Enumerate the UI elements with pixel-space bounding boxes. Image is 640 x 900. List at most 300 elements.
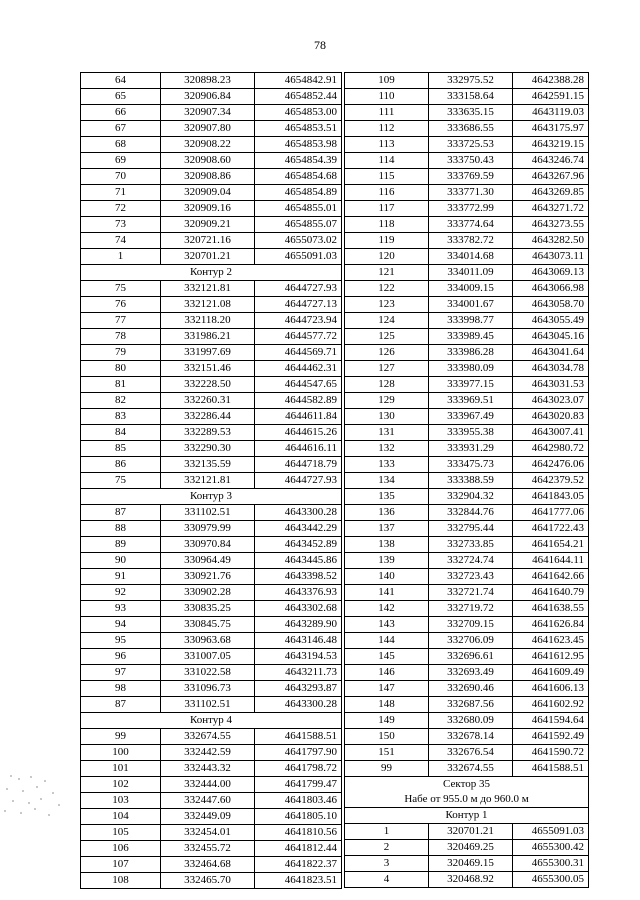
point-number: 76 xyxy=(81,297,161,313)
table-row xyxy=(345,617,589,633)
coord-y: 4643055.49 xyxy=(513,313,589,329)
coord-x: 332455.72 xyxy=(161,841,255,857)
table-row xyxy=(81,809,342,825)
point-number: 99 xyxy=(81,729,161,745)
coord-x: 330835.25 xyxy=(161,601,255,617)
coord-x: 330970.84 xyxy=(161,537,255,553)
point-number: 134 xyxy=(345,473,429,489)
point-number: 118 xyxy=(345,217,429,233)
table-row xyxy=(81,233,342,249)
table-row xyxy=(81,601,342,617)
coord-y: 4644723.94 xyxy=(255,313,342,329)
coord-x: 331096.73 xyxy=(161,681,255,697)
coord-y: 4643069.13 xyxy=(513,265,589,281)
coord-x: 332121.81 xyxy=(161,281,255,297)
table-row xyxy=(345,872,589,888)
coord-x: 332286.44 xyxy=(161,409,255,425)
point-number: 148 xyxy=(345,697,429,713)
coord-y: 4641654.21 xyxy=(513,537,589,553)
coord-y: 4643300.28 xyxy=(255,697,342,713)
table-row xyxy=(81,505,342,521)
point-number: 127 xyxy=(345,361,429,377)
point-number: 103 xyxy=(81,793,161,809)
point-number: 149 xyxy=(345,713,429,729)
point-number: 101 xyxy=(81,761,161,777)
coord-y: 4643219.15 xyxy=(513,137,589,153)
coord-y: 4654853.98 xyxy=(255,137,342,153)
table-row xyxy=(81,377,342,393)
coord-y: 4641602.92 xyxy=(513,697,589,713)
table-row xyxy=(345,121,589,137)
point-number: 97 xyxy=(81,665,161,681)
point-number: 112 xyxy=(345,121,429,137)
coord-x: 332795.44 xyxy=(429,521,513,537)
point-number: 79 xyxy=(81,345,161,361)
table-row xyxy=(345,537,589,553)
coord-y: 4644611.84 xyxy=(255,409,342,425)
point-number: 99 xyxy=(345,761,429,777)
point-number: 96 xyxy=(81,649,161,665)
coord-x: 334001.67 xyxy=(429,297,513,313)
coord-x: 333774.64 xyxy=(429,217,513,233)
point-number: 82 xyxy=(81,393,161,409)
coord-x: 332442.59 xyxy=(161,745,255,761)
coord-y: 4643300.28 xyxy=(255,505,342,521)
table-row xyxy=(345,313,589,329)
coord-y: 4643302.68 xyxy=(255,601,342,617)
coord-x: 332975.52 xyxy=(429,73,513,89)
coord-x: 333769.59 xyxy=(429,169,513,185)
table-row xyxy=(345,137,589,153)
point-number: 129 xyxy=(345,393,429,409)
coord-x: 333986.28 xyxy=(429,345,513,361)
table-row xyxy=(345,185,589,201)
coord-x: 332678.14 xyxy=(429,729,513,745)
point-number: 130 xyxy=(345,409,429,425)
coord-x: 331007.05 xyxy=(161,649,255,665)
coord-x: 333158.64 xyxy=(429,89,513,105)
point-number: 106 xyxy=(81,841,161,857)
point-number: 2 xyxy=(345,840,429,856)
coord-y: 4644727.13 xyxy=(255,297,342,313)
coord-y: 4644727.93 xyxy=(255,281,342,297)
table-row xyxy=(345,249,589,265)
coord-y: 4641722.43 xyxy=(513,521,589,537)
coord-x: 320721.16 xyxy=(161,233,255,249)
coord-y: 4654855.07 xyxy=(255,217,342,233)
point-number: 105 xyxy=(81,825,161,841)
table-row xyxy=(81,217,342,233)
coord-y: 4655300.42 xyxy=(513,840,589,856)
coord-y: 4641609.49 xyxy=(513,665,589,681)
table-row xyxy=(345,425,589,441)
point-number: 83 xyxy=(81,409,161,425)
point-number: 113 xyxy=(345,137,429,153)
table-row xyxy=(345,521,589,537)
coord-y: 4641805.10 xyxy=(255,809,342,825)
table-row xyxy=(81,665,342,681)
coord-y: 4643034.78 xyxy=(513,361,589,377)
point-number: 150 xyxy=(345,729,429,745)
coord-x: 332844.76 xyxy=(429,505,513,521)
point-number: 133 xyxy=(345,457,429,473)
coord-y: 4641822.37 xyxy=(255,857,342,873)
coord-y: 4643031.53 xyxy=(513,377,589,393)
point-number: 1 xyxy=(81,249,161,265)
table-row xyxy=(81,425,342,441)
coord-x: 333772.99 xyxy=(429,201,513,217)
coord-x: 320701.21 xyxy=(429,824,513,840)
sector-subtitle-row xyxy=(345,792,589,808)
coord-y: 4654854.39 xyxy=(255,153,342,169)
table-row xyxy=(345,329,589,345)
coord-x: 332696.61 xyxy=(429,649,513,665)
coord-x: 332693.49 xyxy=(429,665,513,681)
table-row xyxy=(345,633,589,649)
table-row xyxy=(345,345,589,361)
contour-header-row xyxy=(345,808,589,824)
table-row xyxy=(81,297,342,313)
point-number: 98 xyxy=(81,681,161,697)
coordinates-table-left xyxy=(80,72,342,889)
coord-x: 332121.81 xyxy=(161,473,255,489)
coord-y: 4641843.05 xyxy=(513,489,589,505)
coord-x: 332454.01 xyxy=(161,825,255,841)
coord-x: 330979.99 xyxy=(161,521,255,537)
coord-y: 4654855.01 xyxy=(255,201,342,217)
table-row xyxy=(81,729,342,745)
coord-x: 320469.25 xyxy=(429,840,513,856)
point-number: 81 xyxy=(81,377,161,393)
point-number: 71 xyxy=(81,185,161,201)
table-row xyxy=(81,697,342,713)
table-row xyxy=(345,377,589,393)
coord-x: 333475.73 xyxy=(429,457,513,473)
table-row xyxy=(81,633,342,649)
coord-x: 332687.56 xyxy=(429,697,513,713)
table-row xyxy=(345,649,589,665)
table-row xyxy=(345,441,589,457)
coord-x: 332723.43 xyxy=(429,569,513,585)
coord-x: 320909.04 xyxy=(161,185,255,201)
coord-y: 4641803.46 xyxy=(255,793,342,809)
table-row xyxy=(345,169,589,185)
point-number: 92 xyxy=(81,585,161,601)
table-row xyxy=(81,681,342,697)
coord-y: 4643398.52 xyxy=(255,569,342,585)
point-number: 67 xyxy=(81,121,161,137)
table-row xyxy=(345,297,589,313)
table-row xyxy=(81,793,342,809)
coord-y: 4644582.89 xyxy=(255,393,342,409)
coord-x: 331102.51 xyxy=(161,505,255,521)
coord-x: 332721.74 xyxy=(429,585,513,601)
coord-x: 332121.08 xyxy=(161,297,255,313)
point-number: 141 xyxy=(345,585,429,601)
coord-y: 4642379.52 xyxy=(513,473,589,489)
point-number: 70 xyxy=(81,169,161,185)
point-number: 119 xyxy=(345,233,429,249)
point-number: 111 xyxy=(345,105,429,121)
coord-y: 4641798.72 xyxy=(255,761,342,777)
coord-x: 320907.80 xyxy=(161,121,255,137)
point-number: 122 xyxy=(345,281,429,297)
table-row xyxy=(81,585,342,601)
point-number: 147 xyxy=(345,681,429,697)
scan-noise-mark xyxy=(0,770,70,820)
point-number: 121 xyxy=(345,265,429,281)
coord-y: 4643007.41 xyxy=(513,425,589,441)
coord-y: 4643269.85 xyxy=(513,185,589,201)
coord-y: 4644615.26 xyxy=(255,425,342,441)
table-row xyxy=(81,345,342,361)
coord-x: 333686.55 xyxy=(429,121,513,137)
coord-x: 320907.34 xyxy=(161,105,255,121)
table-row xyxy=(345,745,589,761)
coord-x: 334014.68 xyxy=(429,249,513,265)
coord-y: 4643282.50 xyxy=(513,233,589,249)
coord-y: 4643273.55 xyxy=(513,217,589,233)
coord-y: 4643175.97 xyxy=(513,121,589,137)
coord-y: 4655300.05 xyxy=(513,872,589,888)
coord-y: 4642388.28 xyxy=(513,73,589,89)
table-row xyxy=(81,825,342,841)
coord-y: 4641644.11 xyxy=(513,553,589,569)
table-row xyxy=(81,121,342,137)
coord-y: 4643445.86 xyxy=(255,553,342,569)
point-number: 66 xyxy=(81,105,161,121)
coord-x: 320909.21 xyxy=(161,217,255,233)
coord-y: 4654854.68 xyxy=(255,169,342,185)
table-row xyxy=(81,649,342,665)
table-row xyxy=(81,361,342,377)
table-row xyxy=(81,617,342,633)
coord-y: 4655300.31 xyxy=(513,856,589,872)
coord-y: 4643020.83 xyxy=(513,409,589,425)
coord-x: 332690.46 xyxy=(429,681,513,697)
coord-y: 4641799.47 xyxy=(255,777,342,793)
coord-x: 333989.45 xyxy=(429,329,513,345)
table-row xyxy=(81,473,342,489)
coord-y: 4643376.93 xyxy=(255,585,342,601)
coord-y: 4641623.45 xyxy=(513,633,589,649)
coord-x: 334009.15 xyxy=(429,281,513,297)
coord-y: 4643452.89 xyxy=(255,537,342,553)
point-number: 77 xyxy=(81,313,161,329)
point-number: 90 xyxy=(81,553,161,569)
coord-x: 331102.51 xyxy=(161,697,255,713)
coord-y: 4644569.71 xyxy=(255,345,342,361)
coord-y: 4641592.49 xyxy=(513,729,589,745)
table-row xyxy=(81,409,342,425)
point-number: 146 xyxy=(345,665,429,681)
coord-y: 4654853.00 xyxy=(255,105,342,121)
coord-y: 4643045.16 xyxy=(513,329,589,345)
coord-y: 4644718.79 xyxy=(255,457,342,473)
point-number: 73 xyxy=(81,217,161,233)
table-row xyxy=(345,665,589,681)
contour-header: Контур 1 xyxy=(345,808,589,824)
point-number: 3 xyxy=(345,856,429,872)
coord-x: 320908.86 xyxy=(161,169,255,185)
contour-header-row xyxy=(81,489,342,505)
coord-x: 332676.54 xyxy=(429,745,513,761)
coord-x: 332706.09 xyxy=(429,633,513,649)
coord-y: 4655091.03 xyxy=(255,249,342,265)
coord-y: 4641626.84 xyxy=(513,617,589,633)
point-number: 125 xyxy=(345,329,429,345)
coord-x: 320469.15 xyxy=(429,856,513,872)
table-row xyxy=(345,553,589,569)
point-number: 68 xyxy=(81,137,161,153)
coord-y: 4641812.44 xyxy=(255,841,342,857)
coord-x: 331997.69 xyxy=(161,345,255,361)
point-number: 84 xyxy=(81,425,161,441)
coord-x: 333977.15 xyxy=(429,377,513,393)
coord-x: 332464.68 xyxy=(161,857,255,873)
coord-x: 332733.85 xyxy=(429,537,513,553)
table-row xyxy=(345,473,589,489)
point-number: 102 xyxy=(81,777,161,793)
point-number: 128 xyxy=(345,377,429,393)
table-row xyxy=(81,457,342,473)
point-number: 78 xyxy=(81,329,161,345)
coord-x: 333725.53 xyxy=(429,137,513,153)
coord-y: 4644547.65 xyxy=(255,377,342,393)
point-number: 123 xyxy=(345,297,429,313)
contour-header: Контур 2 xyxy=(81,265,342,281)
point-number: 94 xyxy=(81,617,161,633)
point-number: 114 xyxy=(345,153,429,169)
coord-y: 4643271.72 xyxy=(513,201,589,217)
coord-y: 4654854.89 xyxy=(255,185,342,201)
coord-x: 332724.74 xyxy=(429,553,513,569)
coord-y: 4642980.72 xyxy=(513,441,589,457)
point-number: 100 xyxy=(81,745,161,761)
point-number: 95 xyxy=(81,633,161,649)
coord-x: 331022.58 xyxy=(161,665,255,681)
coord-y: 4643073.11 xyxy=(513,249,589,265)
coord-y: 4655091.03 xyxy=(513,824,589,840)
table-row xyxy=(81,89,342,105)
point-number: 137 xyxy=(345,521,429,537)
coord-y: 4654842.91 xyxy=(255,73,342,89)
table-row xyxy=(81,745,342,761)
table-row xyxy=(81,393,342,409)
table-row xyxy=(345,729,589,745)
table-row xyxy=(345,681,589,697)
coord-x: 330921.76 xyxy=(161,569,255,585)
table-row xyxy=(345,201,589,217)
point-number: 110 xyxy=(345,89,429,105)
coord-y: 4641594.64 xyxy=(513,713,589,729)
table-row xyxy=(345,489,589,505)
coord-x: 333771.30 xyxy=(429,185,513,201)
coord-y: 4643119.03 xyxy=(513,105,589,121)
coord-y: 4643023.07 xyxy=(513,393,589,409)
coord-y: 4655073.02 xyxy=(255,233,342,249)
coord-x: 333782.72 xyxy=(429,233,513,249)
point-number: 139 xyxy=(345,553,429,569)
coord-x: 332674.55 xyxy=(161,729,255,745)
table-row xyxy=(345,89,589,105)
coord-y: 4642476.06 xyxy=(513,457,589,473)
point-number: 65 xyxy=(81,89,161,105)
point-number: 64 xyxy=(81,73,161,89)
coord-y: 4641612.95 xyxy=(513,649,589,665)
coord-x: 320906.84 xyxy=(161,89,255,105)
coord-x: 333931.29 xyxy=(429,441,513,457)
point-number: 143 xyxy=(345,617,429,633)
table-row xyxy=(345,265,589,281)
table-row xyxy=(345,105,589,121)
coord-y: 4641588.51 xyxy=(255,729,342,745)
coord-x: 332151.46 xyxy=(161,361,255,377)
table-row xyxy=(81,841,342,857)
coord-x: 320909.16 xyxy=(161,201,255,217)
table-row xyxy=(81,169,342,185)
coord-y: 4641642.66 xyxy=(513,569,589,585)
table-row xyxy=(81,441,342,457)
coord-x: 333635.15 xyxy=(429,105,513,121)
table-row xyxy=(81,329,342,345)
table-row xyxy=(81,537,342,553)
coord-y: 4654852.44 xyxy=(255,89,342,105)
point-number: 131 xyxy=(345,425,429,441)
point-number: 142 xyxy=(345,601,429,617)
table-row xyxy=(81,281,342,297)
point-number: 80 xyxy=(81,361,161,377)
coord-x: 333967.49 xyxy=(429,409,513,425)
table-row xyxy=(345,457,589,473)
table-row xyxy=(345,569,589,585)
coord-y: 4643058.70 xyxy=(513,297,589,313)
table-row xyxy=(81,553,342,569)
coord-x: 333980.09 xyxy=(429,361,513,377)
coord-x: 333955.38 xyxy=(429,425,513,441)
point-number: 75 xyxy=(81,281,161,297)
table-row xyxy=(345,840,589,856)
coord-y: 4641823.51 xyxy=(255,873,342,889)
point-number: 85 xyxy=(81,441,161,457)
coord-x: 332118.20 xyxy=(161,313,255,329)
coord-y: 4644462.31 xyxy=(255,361,342,377)
table-row xyxy=(345,824,589,840)
table-row xyxy=(345,153,589,169)
point-number: 87 xyxy=(81,697,161,713)
table-row xyxy=(81,137,342,153)
point-number: 86 xyxy=(81,457,161,473)
coord-y: 4641606.13 xyxy=(513,681,589,697)
coord-x: 330963.68 xyxy=(161,633,255,649)
table-row xyxy=(81,873,342,889)
coord-y: 4643194.53 xyxy=(255,649,342,665)
table-row xyxy=(81,313,342,329)
point-number: 107 xyxy=(81,857,161,873)
coord-y: 4644577.72 xyxy=(255,329,342,345)
table-row xyxy=(81,857,342,873)
point-number: 88 xyxy=(81,521,161,537)
coord-y: 4641777.06 xyxy=(513,505,589,521)
point-number: 132 xyxy=(345,441,429,457)
coord-x: 320701.21 xyxy=(161,249,255,265)
coordinates-table-right xyxy=(344,72,589,888)
coord-y: 4643211.73 xyxy=(255,665,342,681)
point-number: 91 xyxy=(81,569,161,585)
table-row xyxy=(345,73,589,89)
point-number: 120 xyxy=(345,249,429,265)
coord-y: 4643289.90 xyxy=(255,617,342,633)
